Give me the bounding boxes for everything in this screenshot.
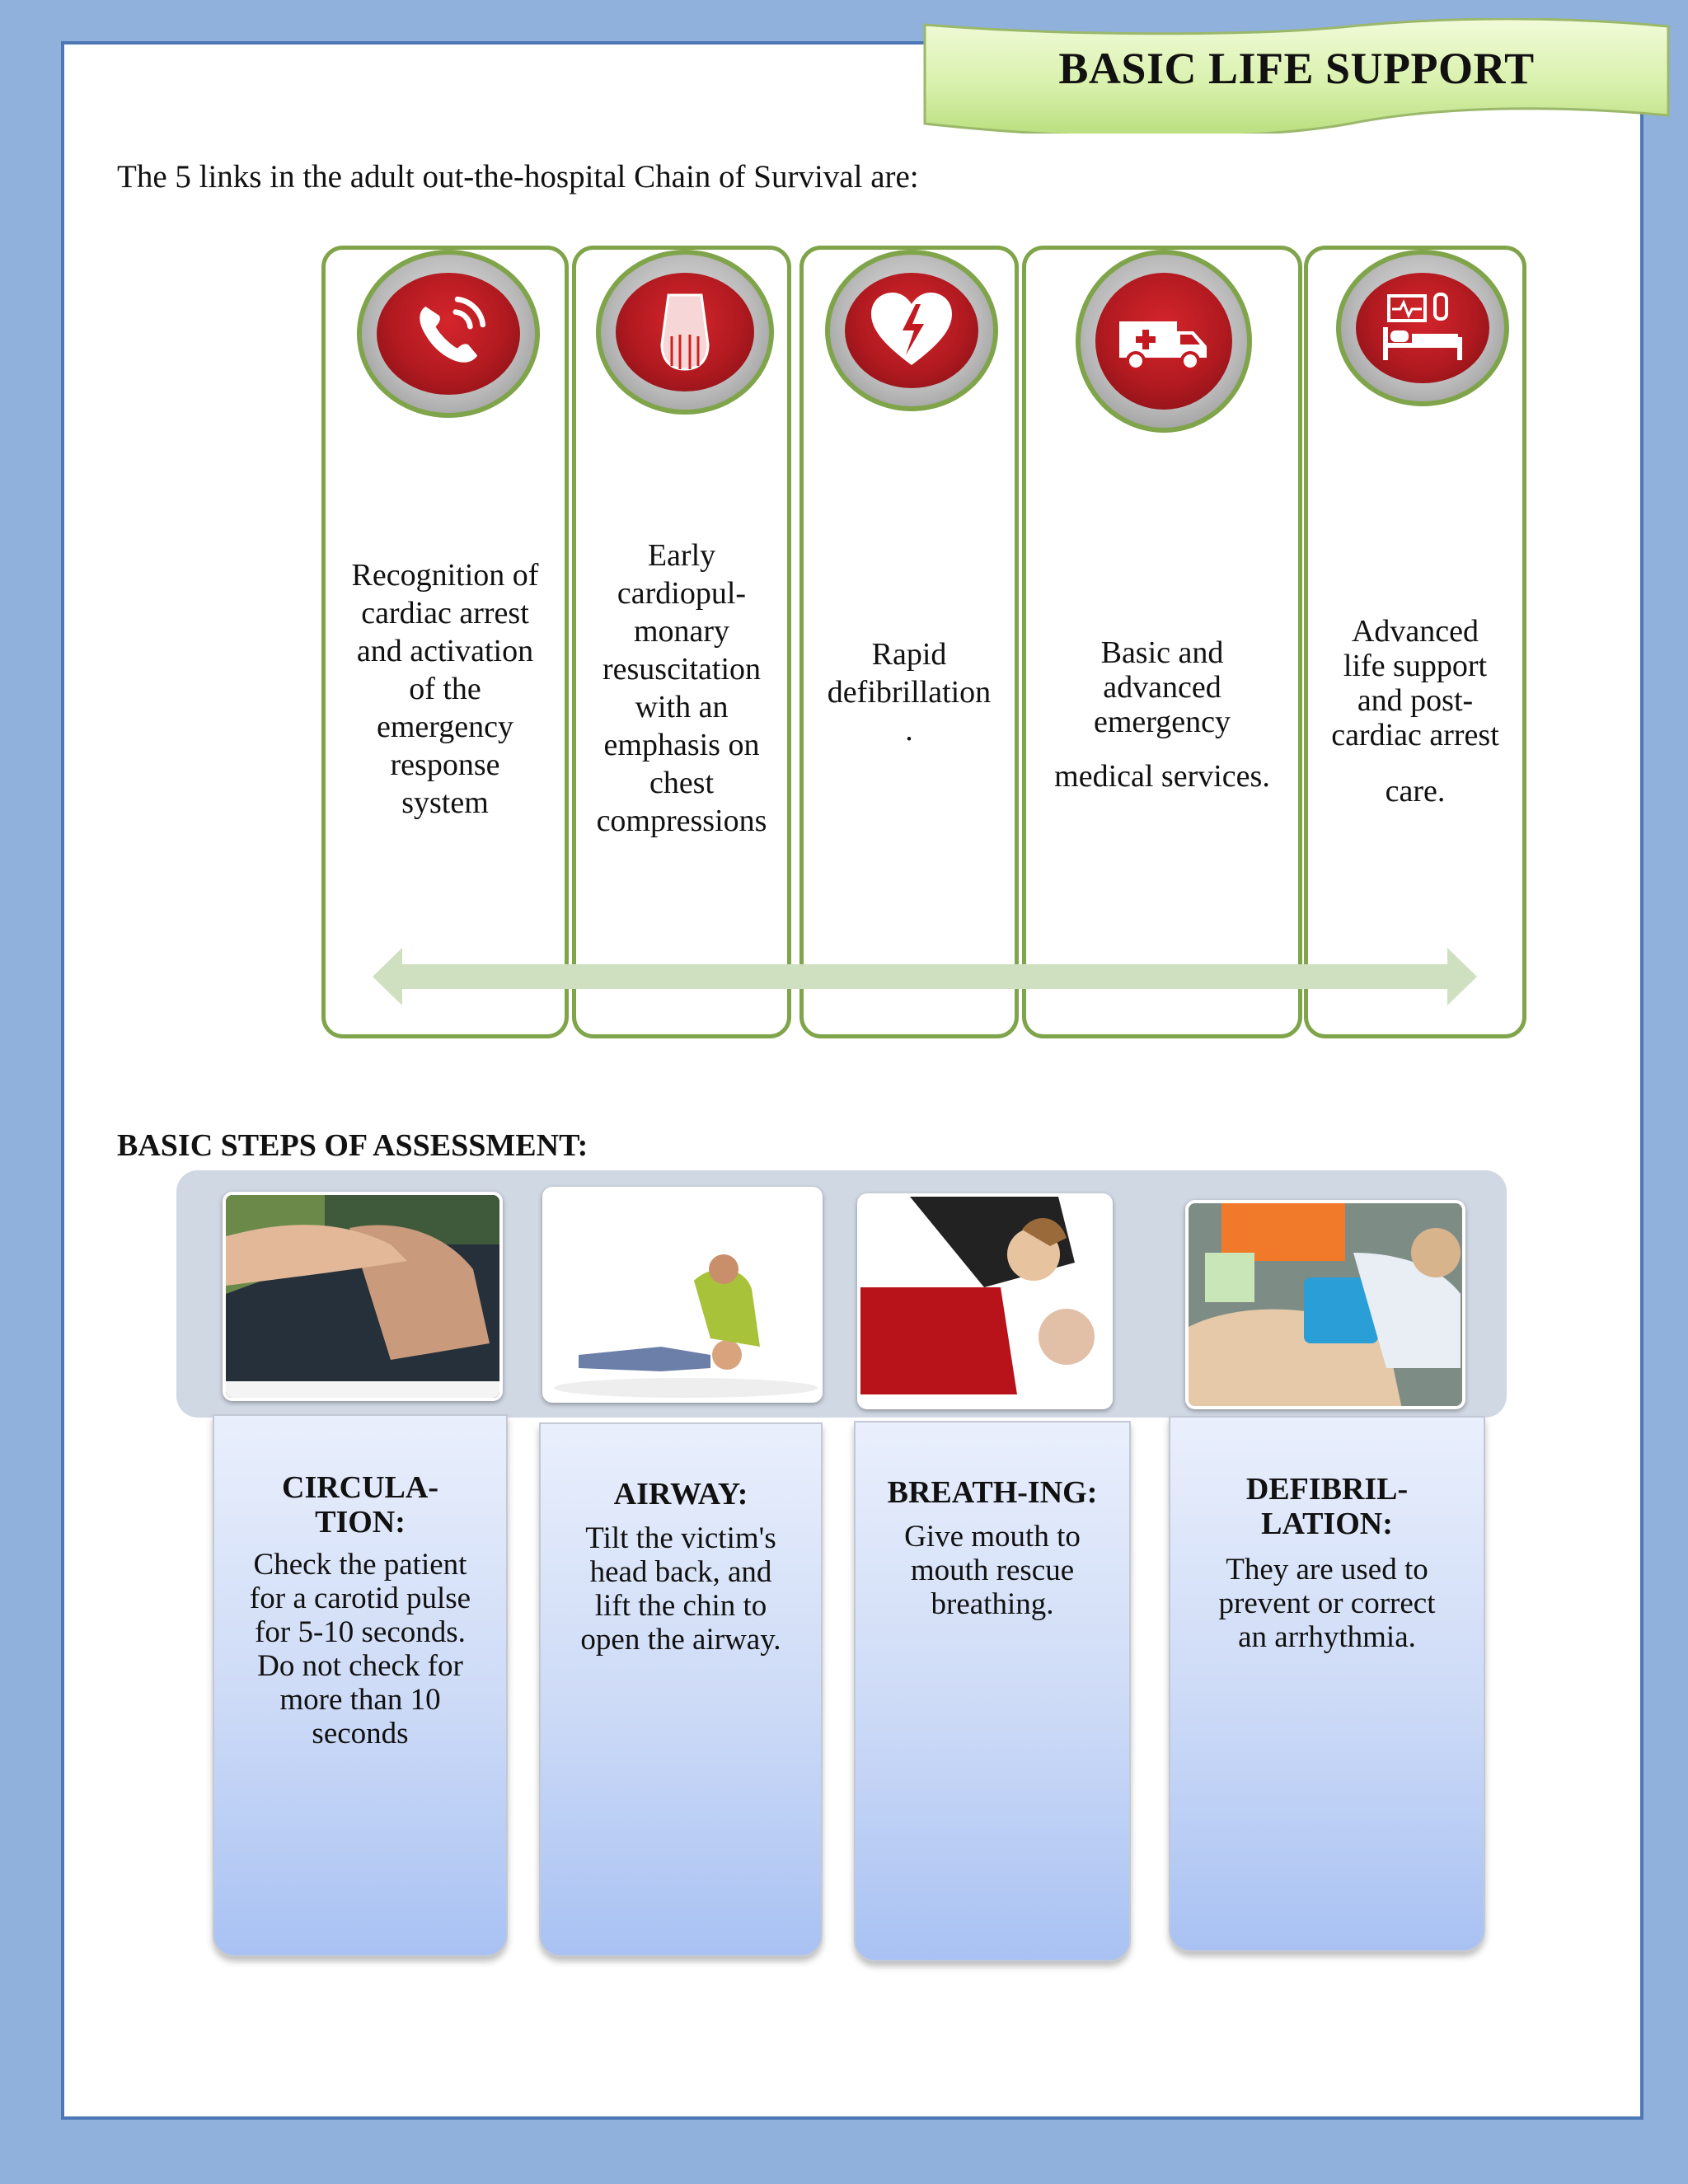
photo-airway (542, 1187, 823, 1403)
intro-text: The 5 links in the adult out-the-hospital Chain of Survival are: (117, 159, 919, 194)
header-banner (921, 18, 1672, 134)
step-text: mouth rescue (910, 1554, 1075, 1587)
step-title: BREATH-ING: (887, 1475, 1098, 1510)
step-text: more than 10 (279, 1683, 441, 1717)
chain-line: care. (1385, 774, 1446, 808)
chain-line: and post- (1357, 683, 1474, 718)
chain-icon-3 (825, 250, 998, 411)
carotid-pulse-image (226, 1195, 503, 1401)
step-text: seconds (312, 1717, 409, 1750)
step-circulation (213, 1414, 508, 1957)
chain-line: system (401, 785, 489, 820)
chain-icon-1 (357, 250, 540, 418)
chain-line: cardiopul- (617, 576, 747, 611)
step-text: Do not check for (257, 1649, 463, 1683)
hospital-bed-icon (1377, 291, 1468, 365)
step-text: for a carotid pulse (249, 1582, 471, 1615)
chain-text-3 (804, 635, 1015, 749)
page-title: BASIC LIFE SUPPORT (1058, 44, 1535, 93)
step-title: LATION: (1261, 1507, 1393, 1541)
step-text: breathing. (931, 1587, 1054, 1621)
step-title: AIRWAY: (613, 1477, 748, 1511)
assessment-heading: BASIC STEPS OF ASSESSMENT: (117, 1128, 588, 1163)
step-text: open the airway. (580, 1623, 781, 1657)
chain-line: . (905, 713, 913, 748)
chain-link-4 (1022, 246, 1302, 1038)
chain-text-5 (1308, 614, 1522, 808)
chain-text-1 (326, 556, 565, 822)
chain-line: and activation (356, 634, 534, 668)
chain-line: Advanced (1351, 614, 1479, 649)
chain-line: cardiac arrest (361, 596, 529, 630)
chain-line: Rapid (871, 637, 947, 672)
heart-defibrillator-icon (866, 289, 957, 372)
photo-circulation (223, 1192, 503, 1401)
chain-line: defibrillation (827, 675, 992, 710)
chain-line: of the (409, 672, 481, 706)
chain-line: life support (1343, 649, 1488, 683)
chain-line: emergency (377, 710, 513, 744)
chain-line: Basic and (1100, 635, 1224, 670)
chain-line: emphasis on (603, 728, 760, 762)
step-title: CIRCULA- (282, 1470, 438, 1505)
chain-line: medical services. (1054, 759, 1270, 794)
chain-line: chest (649, 766, 715, 800)
chain-text-4 (1026, 635, 1298, 794)
chain-text-2 (576, 537, 787, 840)
step-text: They are used to (1226, 1553, 1428, 1586)
hands-cpr-icon (644, 287, 726, 377)
chain-line: resuscitation (602, 652, 762, 687)
head-tilt-image (546, 1190, 823, 1403)
chain-icon-5 (1336, 250, 1509, 406)
chain-link-5 (1304, 246, 1526, 1038)
step-airway (539, 1422, 823, 1957)
chain-line: monary (633, 614, 730, 649)
chain-icon-2 (596, 250, 774, 415)
chain-line: cardiac arrest (1331, 718, 1499, 752)
step-title: DEFIBRIL- (1245, 1472, 1409, 1507)
step-text: an arrhythmia. (1238, 1620, 1416, 1654)
aed-image (1189, 1203, 1465, 1409)
ambulance-icon (1114, 308, 1213, 374)
chain-line: response (390, 748, 500, 782)
chain-link-2 (572, 246, 791, 1038)
step-text: for 5-10 seconds. (255, 1615, 466, 1649)
step-text: Tilt the victim's (585, 1521, 776, 1555)
chain-line: advanced (1103, 670, 1221, 705)
chain-link-1 (321, 246, 569, 1038)
step-text: head back, and (589, 1555, 772, 1589)
chain-line: compressions (596, 804, 767, 838)
rescue-breathing-image (860, 1197, 1113, 1409)
photo-breathing (857, 1193, 1113, 1409)
chain-line: Recognition of (351, 558, 539, 593)
step-text: prevent or correct (1218, 1586, 1436, 1620)
chain-line: emergency (1094, 705, 1231, 739)
chain-link-3 (799, 246, 1019, 1038)
phone-icon (403, 288, 494, 379)
photo-defibrillation (1185, 1200, 1465, 1409)
chain-line: with an (635, 690, 729, 724)
step-text: lift the chin to (594, 1589, 767, 1623)
step-defibrillation (1169, 1416, 1485, 1952)
step-text: Check the patient (253, 1548, 467, 1582)
double-arrow-icon (373, 948, 1477, 1005)
step-title: TION: (315, 1505, 406, 1540)
chain-icon-4 (1076, 250, 1252, 433)
chain-line: Early (647, 538, 716, 573)
step-text: Give mouth to (904, 1520, 1081, 1554)
step-breathing (854, 1421, 1131, 1961)
